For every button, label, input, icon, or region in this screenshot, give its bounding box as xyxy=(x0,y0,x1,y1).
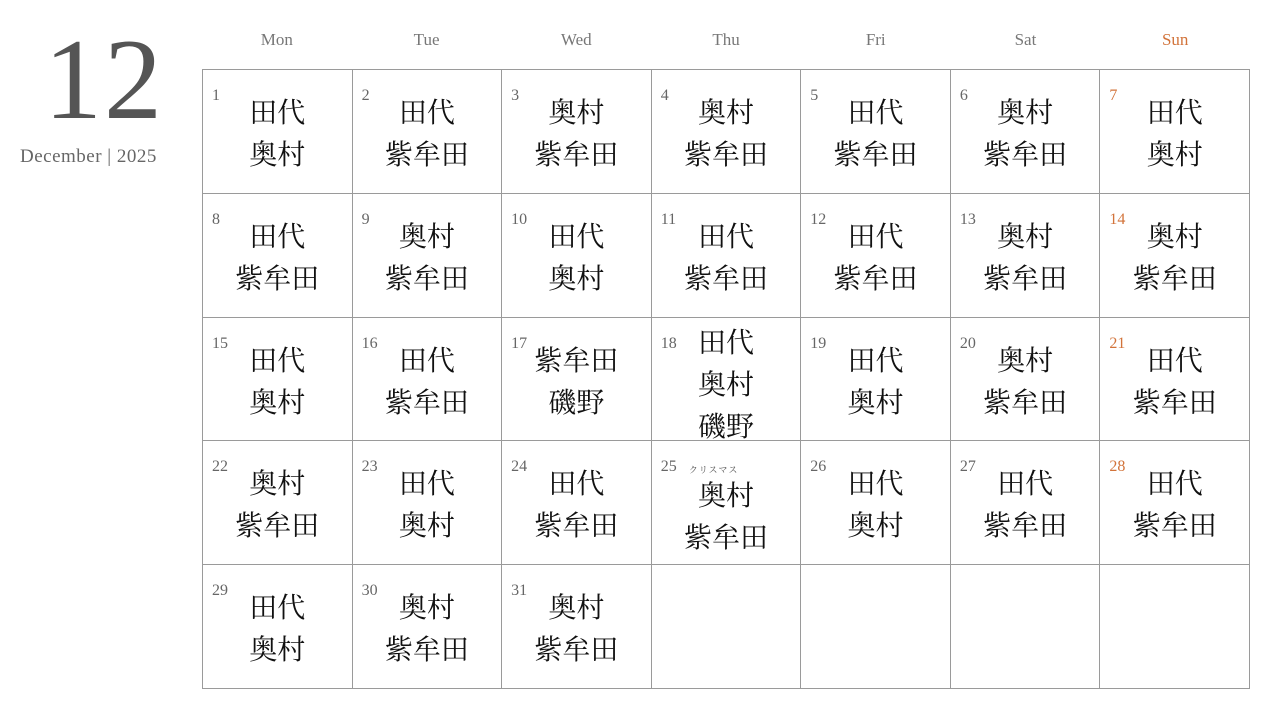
staff-name: 奥村 xyxy=(398,509,455,543)
staff-list xyxy=(1100,92,1249,176)
staff-name: 奥村 xyxy=(548,591,605,625)
staff-name: 紫牟田 xyxy=(683,138,768,171)
weekday-header-row xyxy=(202,30,1250,56)
day-cell-14[interactable] xyxy=(1100,194,1250,318)
staff-name: 紫牟田 xyxy=(1132,261,1217,295)
day-number: 15 xyxy=(212,334,228,352)
day-cell-1[interactable] xyxy=(203,70,353,194)
staff-name: 紫牟田 xyxy=(983,385,1068,419)
staff-name: 紫牟田 xyxy=(833,261,918,295)
staff-name: 田代 xyxy=(997,467,1054,501)
staff-list xyxy=(951,340,1100,424)
staff-list xyxy=(652,92,801,176)
holiday-note: クリスマス xyxy=(688,466,739,477)
staff-name: 紫牟田 xyxy=(384,138,469,171)
staff-name: 紫牟田 xyxy=(384,385,469,419)
day-cell-20[interactable] xyxy=(951,318,1101,442)
staff-list xyxy=(353,340,502,424)
day-number: 5 xyxy=(810,87,819,104)
staff-name: 田代 xyxy=(847,343,904,377)
staff-name: 紫牟田 xyxy=(683,261,768,295)
staff-name: 奥村 xyxy=(997,219,1054,253)
day-cell-2[interactable] xyxy=(353,70,503,194)
staff-list xyxy=(801,463,950,547)
day-number: 14 xyxy=(1109,210,1126,228)
calendar-grid xyxy=(202,69,1250,689)
day-cell-24[interactable] xyxy=(502,441,652,565)
staff-name: 奥村 xyxy=(398,591,455,625)
staff-name: 紫牟田 xyxy=(235,261,320,295)
staff-name: 田代 xyxy=(398,96,455,129)
day-number: 13 xyxy=(959,210,976,228)
staff-list xyxy=(652,475,801,559)
staff-list xyxy=(801,216,950,300)
day-number: 12 xyxy=(810,210,827,228)
day-number: 18 xyxy=(660,334,677,352)
day-number: 1 xyxy=(212,87,220,104)
staff-list xyxy=(502,92,651,176)
day-number: 22 xyxy=(212,458,228,476)
staff-list xyxy=(353,463,502,547)
empty-day-cell xyxy=(951,565,1101,689)
month-year-label: December | 2025 xyxy=(20,146,157,167)
staff-name: 田代 xyxy=(548,467,605,501)
staff-list xyxy=(951,92,1100,176)
staff-name: 紫牟田 xyxy=(235,509,320,543)
day-number: 26 xyxy=(810,458,827,476)
staff-name: 奥村 xyxy=(847,509,904,543)
staff-list xyxy=(203,216,352,300)
day-cell-27[interactable] xyxy=(951,441,1101,565)
day-number: 17 xyxy=(511,334,528,352)
staff-list xyxy=(502,587,651,671)
staff-name: 磯野 xyxy=(548,385,605,419)
month-number: 12 xyxy=(44,16,164,144)
weekday-sun: Sun xyxy=(1161,30,1189,49)
day-cell-25[interactable] xyxy=(652,441,802,565)
day-number: 31 xyxy=(511,582,528,600)
weekday-wed: Wed xyxy=(560,30,592,49)
day-number: 2 xyxy=(361,87,370,104)
staff-list xyxy=(652,322,801,448)
staff-name: 田代 xyxy=(249,591,306,625)
staff-list xyxy=(801,340,950,424)
staff-name: 紫牟田 xyxy=(534,343,619,377)
day-cell-21[interactable] xyxy=(1100,318,1250,442)
day-number: 27 xyxy=(959,458,976,476)
weekday-sat: Sat xyxy=(1014,30,1037,49)
staff-name: 奥村 xyxy=(697,96,754,129)
day-cell-26[interactable] xyxy=(801,441,951,565)
day-number: 9 xyxy=(361,210,370,228)
staff-name: 紫牟田 xyxy=(983,261,1068,295)
day-number: 29 xyxy=(212,582,228,600)
staff-list xyxy=(502,463,651,547)
day-number: 8 xyxy=(212,210,220,228)
day-cell-6[interactable] xyxy=(951,70,1101,194)
staff-name: 田代 xyxy=(847,467,904,501)
staff-list xyxy=(203,340,352,424)
staff-name: 紫牟田 xyxy=(983,509,1068,543)
day-number: 28 xyxy=(1109,458,1126,476)
day-cell-23[interactable] xyxy=(353,441,503,565)
day-cell-10[interactable] xyxy=(502,194,652,318)
staff-list xyxy=(502,216,651,300)
staff-name: 奥村 xyxy=(249,467,306,501)
staff-name: 奥村 xyxy=(1146,138,1203,171)
staff-name: 磯野 xyxy=(697,409,754,443)
staff-list xyxy=(203,463,352,547)
day-cell-29[interactable] xyxy=(203,565,353,689)
day-cell-13[interactable] xyxy=(951,194,1101,318)
staff-name: 田代 xyxy=(847,219,904,253)
day-cell-11[interactable] xyxy=(652,194,802,318)
staff-list xyxy=(353,92,502,176)
staff-name: 奥村 xyxy=(697,367,754,401)
day-cell-4[interactable] xyxy=(652,70,802,194)
staff-name: 田代 xyxy=(1146,467,1203,501)
staff-list xyxy=(951,216,1100,300)
staff-name: 奥村 xyxy=(997,96,1054,129)
staff-list xyxy=(353,216,502,300)
day-cell-17[interactable] xyxy=(502,318,652,442)
staff-name: 田代 xyxy=(697,325,754,359)
staff-name: 奥村 xyxy=(249,385,306,419)
staff-list xyxy=(1100,340,1249,424)
empty-day-cell xyxy=(801,565,951,689)
staff-list xyxy=(353,587,502,671)
staff-name: 奥村 xyxy=(249,138,306,171)
day-number: 25 xyxy=(660,458,677,476)
staff-name: 紫牟田 xyxy=(384,633,469,667)
day-cell-15[interactable] xyxy=(203,318,353,442)
weekday-fri: Fri xyxy=(865,30,886,49)
staff-name: 紫牟田 xyxy=(683,521,768,555)
empty-day-cell xyxy=(652,565,802,689)
weekday-tue: Tue xyxy=(413,30,440,49)
staff-name: 紫牟田 xyxy=(983,138,1068,171)
day-number: 10 xyxy=(511,210,528,228)
staff-name: 奥村 xyxy=(847,385,904,419)
day-cell-16[interactable] xyxy=(353,318,503,442)
staff-name: 紫牟田 xyxy=(534,509,619,543)
staff-list xyxy=(203,92,352,176)
staff-name: 田代 xyxy=(697,219,754,253)
month-header xyxy=(0,0,200,200)
staff-name: 奥村 xyxy=(249,633,306,667)
staff-name: 田代 xyxy=(249,96,306,129)
staff-name: 田代 xyxy=(249,219,306,253)
staff-list xyxy=(1100,216,1249,300)
staff-name: 田代 xyxy=(398,467,455,501)
day-number: 4 xyxy=(660,87,669,104)
staff-name: 田代 xyxy=(1146,96,1203,129)
weekday-mon: Mon xyxy=(260,30,293,49)
staff-name: 田代 xyxy=(847,96,904,129)
day-cell-19[interactable] xyxy=(801,318,951,442)
staff-list xyxy=(801,92,950,176)
staff-name: 奥村 xyxy=(548,96,605,129)
day-cell-28[interactable] xyxy=(1100,441,1250,565)
day-number: 6 xyxy=(959,87,968,104)
day-number: 30 xyxy=(361,582,378,600)
day-cell-18[interactable] xyxy=(652,318,802,442)
staff-name: 紫牟田 xyxy=(384,261,469,295)
day-cell-8[interactable] xyxy=(203,194,353,318)
staff-list xyxy=(203,587,352,671)
day-number: 11 xyxy=(660,210,677,228)
staff-name: 奥村 xyxy=(398,219,455,253)
day-cell-12[interactable] xyxy=(801,194,951,318)
staff-name: 奥村 xyxy=(997,343,1054,377)
staff-name: 紫牟田 xyxy=(534,138,619,171)
staff-name: 田代 xyxy=(398,343,455,377)
day-number: 24 xyxy=(511,458,528,476)
day-number: 3 xyxy=(511,87,520,104)
staff-list xyxy=(652,216,801,300)
day-number: 19 xyxy=(810,334,827,352)
day-cell-5[interactable] xyxy=(801,70,951,194)
empty-day-cell xyxy=(1100,565,1250,689)
day-cell-31[interactable] xyxy=(502,565,652,689)
weekday-thu: Thu xyxy=(712,30,740,49)
staff-list xyxy=(502,340,651,424)
day-cell-3[interactable] xyxy=(502,70,652,194)
staff-name: 紫牟田 xyxy=(1132,385,1217,419)
day-number: 7 xyxy=(1109,87,1118,104)
staff-name: 奥村 xyxy=(697,479,754,513)
day-cell-7[interactable] xyxy=(1100,70,1250,194)
day-number: 21 xyxy=(1109,334,1126,352)
day-cell-9[interactable] xyxy=(353,194,503,318)
staff-name: 奥村 xyxy=(548,261,605,295)
staff-name: 田代 xyxy=(249,343,306,377)
day-number: 20 xyxy=(959,334,976,352)
day-number: 16 xyxy=(361,334,378,352)
staff-name: 田代 xyxy=(548,219,605,253)
day-cell-22[interactable] xyxy=(203,441,353,565)
staff-list xyxy=(1100,463,1249,547)
staff-name: 紫牟田 xyxy=(833,138,918,171)
staff-name: 田代 xyxy=(1146,343,1203,377)
staff-name: 奥村 xyxy=(1146,219,1203,253)
day-number: 23 xyxy=(361,458,378,476)
day-cell-30[interactable] xyxy=(353,565,503,689)
staff-name: 紫牟田 xyxy=(534,633,619,667)
staff-name: 紫牟田 xyxy=(1132,509,1217,543)
staff-list xyxy=(951,463,1100,547)
